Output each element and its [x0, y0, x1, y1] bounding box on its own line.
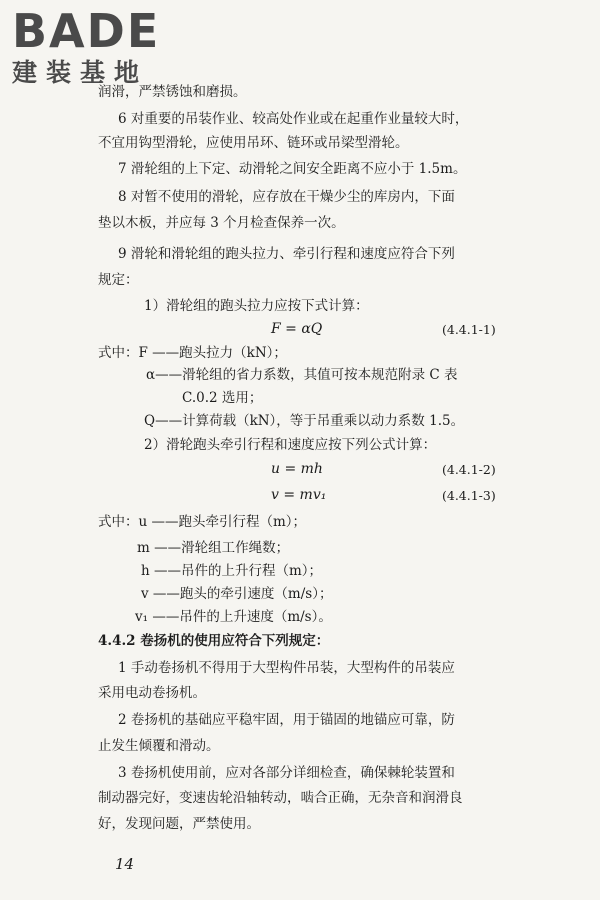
text-line: 不宜用钩型滑轮，应使用吊环、链环或吊梁型滑轮。 — [98, 135, 409, 151]
text-line: 式中：F ——跑头拉力（kN）； — [98, 345, 287, 361]
text-line: 垫以木板，并应每 3 个月检查保养一次。 — [98, 215, 345, 231]
equation: v = mv₁ — [271, 487, 327, 503]
text-line: α——滑轮组的省力系数，其值可按本规范附录 C 表 — [146, 367, 458, 383]
equation: F = αQ — [271, 321, 323, 337]
text-line: h ——吊件的上升行程（m）； — [141, 563, 323, 579]
text-line: 9 滑轮和滑轮组的跑头拉力、牵引行程和速度应符合下列 — [118, 246, 455, 262]
text-line: 2）滑轮跑头牵引行程和速度应按下列公式计算： — [144, 437, 437, 453]
equation-number: (4.4.1-1) — [442, 322, 496, 337]
text-line: 3 卷扬机使用前，应对各部分详细检查，确保棘轮装置和 — [118, 765, 455, 781]
logo-brand: BADE — [12, 4, 161, 58]
text-line: 润滑，严禁锈蚀和磨损。 — [98, 84, 247, 100]
text-line: v ——跑头的牵引速度（m/s）； — [141, 586, 333, 602]
text-line: 1）滑轮组的跑头拉力应按下式计算： — [144, 298, 369, 314]
logo — [12, 6, 160, 88]
text-line: 制动器完好，变速齿轮沿轴转动，啮合正确，无杂音和润滑良 — [98, 790, 463, 806]
equation: u = mh — [271, 461, 323, 477]
logo-subtitle: 建装基地 — [12, 58, 149, 87]
text-line: 采用电动卷扬机。 — [98, 685, 206, 701]
section-heading: 4.4.2 卷扬机的使用应符合下列规定： — [98, 633, 330, 649]
page-number: 14 — [115, 855, 135, 873]
text-line: v₁ ——吊件的上升速度（m/s）。 — [135, 609, 332, 625]
text-line: Q——计算荷载（kN），等于吊重乘以动力系数 1.5。 — [144, 413, 465, 429]
text-line: 规定： — [98, 272, 139, 288]
text-line: 式中：u ——跑头牵引行程（m）； — [98, 514, 307, 530]
text-line: 1 手动卷扬机不得用于大型构件吊装，大型构件的吊装应 — [118, 660, 455, 676]
text-line: m ——滑轮组工作绳数； — [137, 540, 290, 556]
equation-number: (4.4.1-2) — [442, 462, 496, 477]
text-line: 6 对重要的吊装作业、较高处作业或在起重作业量较大时， — [118, 111, 469, 127]
text-line: 好，发现问题，严禁使用。 — [98, 816, 260, 832]
text-line: 7 滑轮组的上下定、动滑轮之间安全距离不应小于 1.5m。 — [118, 161, 467, 177]
equation-number: (4.4.1-3) — [442, 488, 496, 503]
text-line: C.0.2 选用； — [182, 390, 263, 406]
text-line: 8 对暂不使用的滑轮，应存放在干燥少尘的库房内，下面 — [118, 189, 455, 205]
text-line: 止发生倾覆和滑动。 — [98, 738, 220, 754]
text-line: 2 卷扬机的基础应平稳牢固，用于锚固的地锚应可靠，防 — [118, 712, 455, 728]
